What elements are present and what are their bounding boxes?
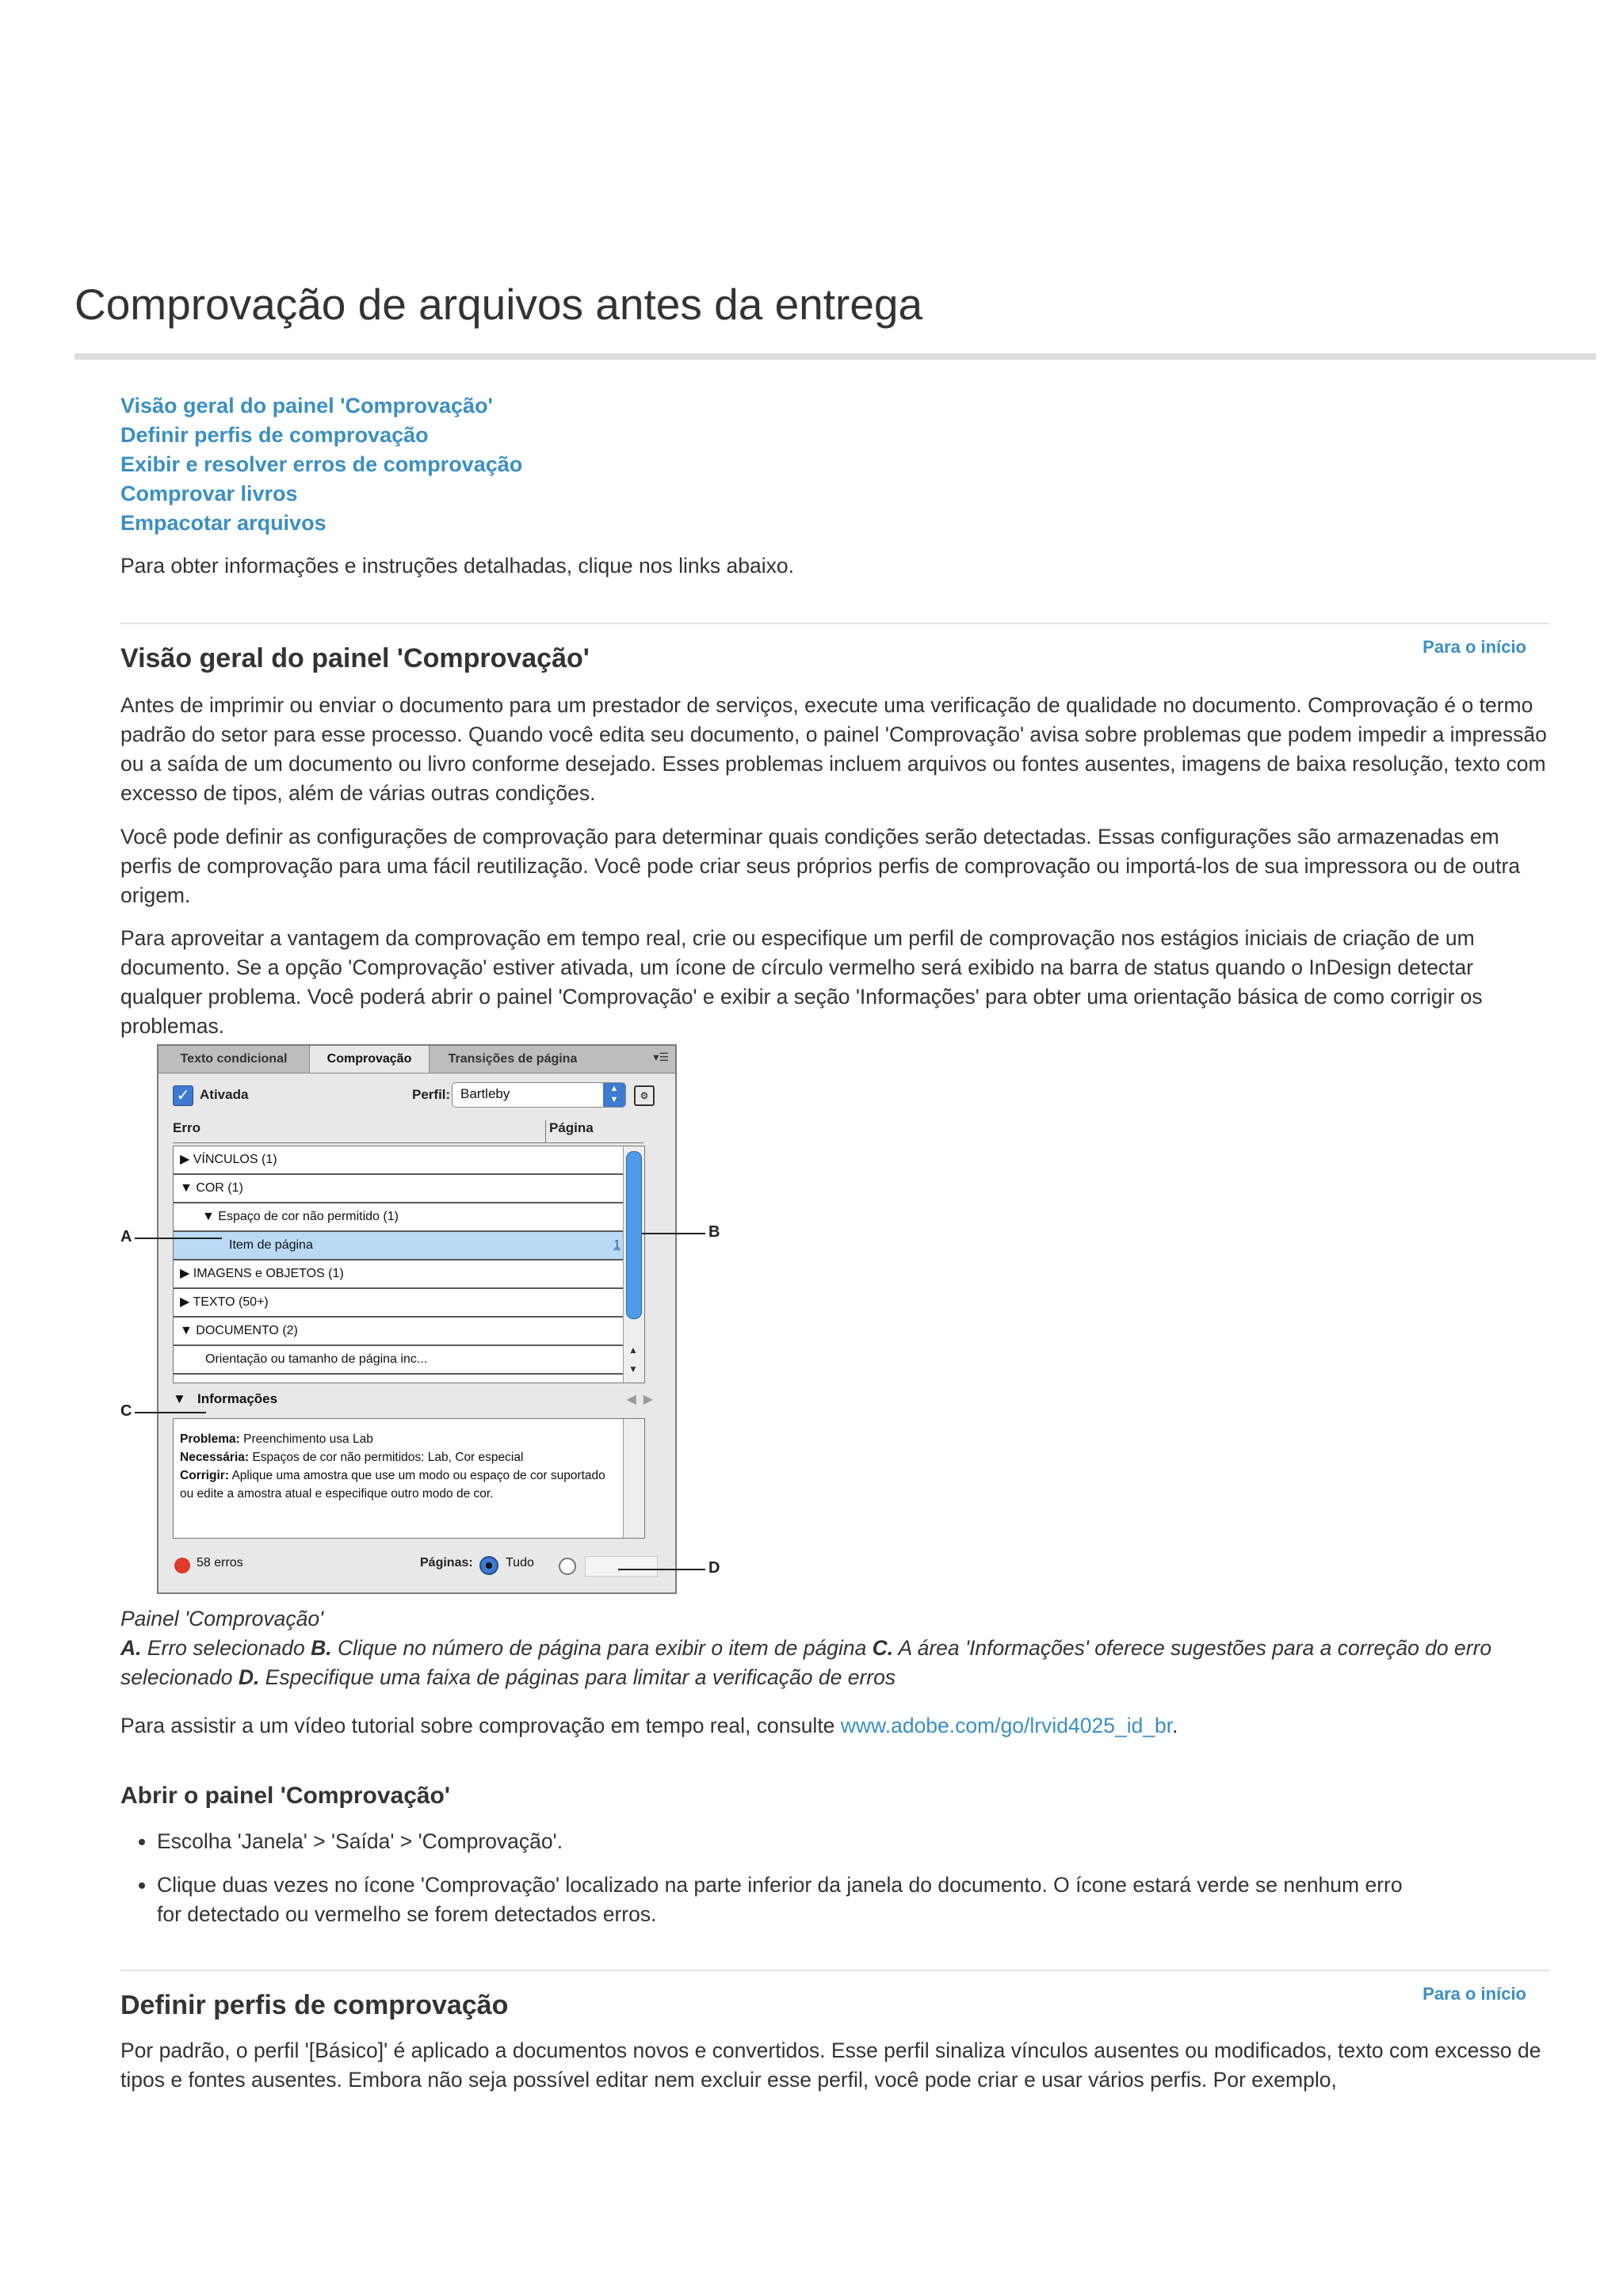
scroll-down-icon[interactable]: ▼	[628, 1363, 638, 1375]
page-range-input[interactable]	[585, 1556, 658, 1577]
error-list-header	[173, 1120, 643, 1143]
tab-preflight[interactable]: Comprovação	[309, 1046, 430, 1073]
info-required: Espaços de cor não permitidos: Lab, Cor especial	[249, 1451, 524, 1464]
pages-all-radio[interactable]	[479, 1556, 498, 1575]
list-item: • Escolha 'Janela' > 'Saída' > 'Comprovação'.	[157, 1827, 1425, 1856]
callout-d: D	[708, 1559, 720, 1577]
table-of-contents	[120, 391, 522, 538]
caption-b-label: B.	[311, 1636, 332, 1660]
paragraph: Para aproveitar a vantagem da comprovação em tempo real, crie ou especifique um perfil de comprovação nos estágios iniciais de criação de um documento. Se a opção 'Comprovação' estiver ativada, um ícone de círculo vermelho será exibido na barra de status quando o InDesign detectar qualquer problema. Você poderá abrir o painel 'Comprovação' e exibir a seção 'Informações' para obter uma orientação básica de como corrigir os problemas.	[120, 926, 1483, 1038]
info-label: Informações	[197, 1391, 278, 1406]
enabled-checkbox[interactable]: ✓	[173, 1085, 193, 1106]
error-row[interactable]: ▶ IMAGENS e OBJETOS (1)	[174, 1261, 644, 1289]
error-list	[173, 1146, 645, 1383]
panel-footer	[174, 1554, 658, 1578]
section-divider	[120, 623, 1549, 624]
caption-d: Especifique uma faixa de páginas para limitar a verificação de erros	[259, 1665, 896, 1689]
figure-caption	[120, 1604, 1552, 1692]
caption-b: Clique no número de página para exibir o item de página	[331, 1636, 873, 1660]
paragraph: Antes de imprimir ou enviar o documento para um prestador de serviços, execute uma verificação de qualidade no documento. Comprovação é o termo padrão do setor para esse processo. Quando você edita seu documento, o painel 'Comprovação' avisa sobre problemas que podem impedir a impressão ou a saída de um documento ou livro conforme desejado. Esses problemas incluem arquivos ou fontes ausentes, imagens de baixa resolução, texto com excesso de tipos, além de várias outras condições.	[120, 693, 1547, 805]
info-scrollbar[interactable]	[623, 1419, 644, 1538]
column-error: Erro	[173, 1120, 200, 1135]
panel-tabs	[158, 1046, 675, 1074]
error-row[interactable]: ▼ COR (1)	[174, 1175, 644, 1203]
profile-label: Perfil:	[412, 1087, 451, 1102]
callout-line	[135, 1238, 222, 1239]
toc-link-preflight-books[interactable]: Comprovar livros	[120, 482, 298, 505]
toc-link-view-errors[interactable]: Exibir e resolver erros de comprovação	[120, 452, 523, 476]
info-problem-label: Problema:	[180, 1432, 240, 1446]
list-item: • Clique duas vezes no ícone 'Comprovação' localizado na parte inferior da janela do documento. O ícone estará verde se nenhum erro for detectado ou vermelho se forem detectados erros.	[157, 1871, 1425, 1929]
paragraph: Por padrão, o perfil '[Básico]' é aplicado a documentos novos e convertidos. Esse perfil sinaliza vínculos ausentes ou modificados, texto com excesso de tipos e fontes ausentes. Embora não seja possível editar nem excluir esse perfil, você pode criar e usar vários perfis. Por exemplo,	[120, 2039, 1541, 2092]
pages-all-label: Tudo	[506, 1556, 534, 1569]
title-divider	[74, 353, 1596, 360]
callout-c: C	[120, 1402, 132, 1420]
caption-c: A área 'Informações' oferece sugestões para a correção do erro selecionado	[120, 1636, 1492, 1689]
toc-link-define-profiles[interactable]: Definir perfis de comprovação	[120, 423, 429, 447]
panel-menu-icon[interactable]: ▾☰	[653, 1051, 669, 1063]
video-link[interactable]: www.adobe.com/go/lrvid4025_id_br	[840, 1714, 1173, 1737]
subsection-heading-open-panel: Abrir o painel 'Comprovação'	[120, 1783, 451, 1809]
info-required-label: Necessária:	[180, 1451, 250, 1464]
tab-conditional-text[interactable]: Texto condicional	[180, 1052, 288, 1066]
pages-label: Páginas:	[420, 1556, 473, 1569]
preflight-panel-figure	[119, 1044, 729, 1599]
error-row[interactable]: ▶ VÍNCULOS (1)	[174, 1146, 644, 1175]
next-arrow-icon[interactable]: ▶	[643, 1393, 653, 1406]
caption-c-label: C.	[872, 1636, 894, 1660]
info-fix-label: Corrigir:	[180, 1469, 229, 1482]
profile-select[interactable]	[452, 1082, 626, 1108]
previous-arrow-icon[interactable]: ◀	[626, 1393, 636, 1406]
tab-page-transitions[interactable]: Transições de página	[448, 1052, 578, 1066]
info-problem: Preenchimento usa Lab	[239, 1432, 373, 1446]
info-fix: Aplique uma amostra que use um modo ou espaço de cor suportado ou edite a amostra atual e especifique outro modo de cor.	[180, 1469, 605, 1501]
preflight-panel	[157, 1044, 677, 1594]
caption-a-label: A.	[120, 1636, 142, 1660]
disclosure-triangle-icon: ▼	[173, 1391, 186, 1406]
error-row[interactable]: ▼ DOCUMENTO (2)	[174, 1318, 644, 1346]
caption-title: Painel 'Comprovação'	[120, 1607, 324, 1630]
paragraph: Você pode definir as configurações de comprovação para determinar quais condições serão detectadas. Essas configurações são armazenadas em perfis de comprovação para uma fácil reutilização. Você pode criar seus próprios perfis de comprovação ou importá-los de sua impressora ou de outra origem.	[120, 825, 1521, 907]
error-status-icon[interactable]	[174, 1558, 190, 1573]
profile-value: Bartleby	[460, 1086, 510, 1101]
video-paragraph	[120, 1711, 1552, 1741]
callout-line	[642, 1233, 705, 1234]
profile-settings-icon[interactable]: ⚙	[634, 1085, 655, 1106]
caption-d-label: D.	[238, 1665, 260, 1689]
video-end: .	[1172, 1714, 1178, 1737]
error-row-selected[interactable]	[174, 1232, 644, 1261]
callout-line	[618, 1569, 705, 1570]
error-list-scrollbar[interactable]	[623, 1146, 644, 1383]
info-nav	[626, 1391, 653, 1407]
callout-a: A	[120, 1228, 132, 1245]
error-count: 58 erros	[197, 1556, 243, 1569]
video-text: Para assistir a um vídeo tutorial sobre comprovação em tempo real, consulte	[120, 1714, 841, 1737]
scroll-up-icon[interactable]: ▲	[628, 1344, 638, 1356]
select-arrows-icon: ▲ ▼	[603, 1083, 625, 1107]
pages-range-radio[interactable]	[559, 1558, 576, 1575]
bullet-list	[120, 1827, 1425, 1943]
scrollbar-thumb[interactable]	[626, 1151, 642, 1319]
page-title: Comprovação de arquivos antes da entrega	[74, 280, 923, 329]
error-row[interactable]: ▼ Espaço de cor não permitido (1)	[174, 1203, 644, 1232]
callout-b: B	[708, 1223, 720, 1241]
error-row[interactable]: ▶ TEXTO (50+)	[174, 1289, 644, 1318]
info-box	[173, 1418, 645, 1539]
intro-text: Para obter informações e instruções detalhadas, clique nos links abaixo.	[120, 554, 794, 578]
error-row[interactable]: Orientação ou tamanho de página inc...	[174, 1346, 644, 1375]
toc-link-package-files[interactable]: Empacotar arquivos	[120, 511, 327, 535]
section-heading-overview: Visão geral do painel 'Comprovação'	[120, 643, 590, 673]
error-row-label: Item de página	[229, 1238, 313, 1252]
section-divider	[120, 1970, 1549, 1971]
toc-link-overview[interactable]: Visão geral do painel 'Comprovação'	[120, 394, 493, 418]
back-to-top-link[interactable]: Para o início	[1423, 1984, 1526, 2004]
caption-a: Erro selecionado	[141, 1636, 311, 1660]
section-heading-define-profiles: Definir perfis de comprovação	[120, 1990, 509, 2020]
enabled-label: Ativada	[200, 1087, 249, 1102]
callout-line	[135, 1412, 206, 1413]
back-to-top-link[interactable]: Para o início	[1423, 637, 1526, 657]
info-section-toggle[interactable]	[173, 1391, 277, 1407]
column-page: Página	[545, 1120, 594, 1142]
info-text	[180, 1430, 616, 1503]
page-number-link[interactable]: 1	[613, 1238, 621, 1252]
